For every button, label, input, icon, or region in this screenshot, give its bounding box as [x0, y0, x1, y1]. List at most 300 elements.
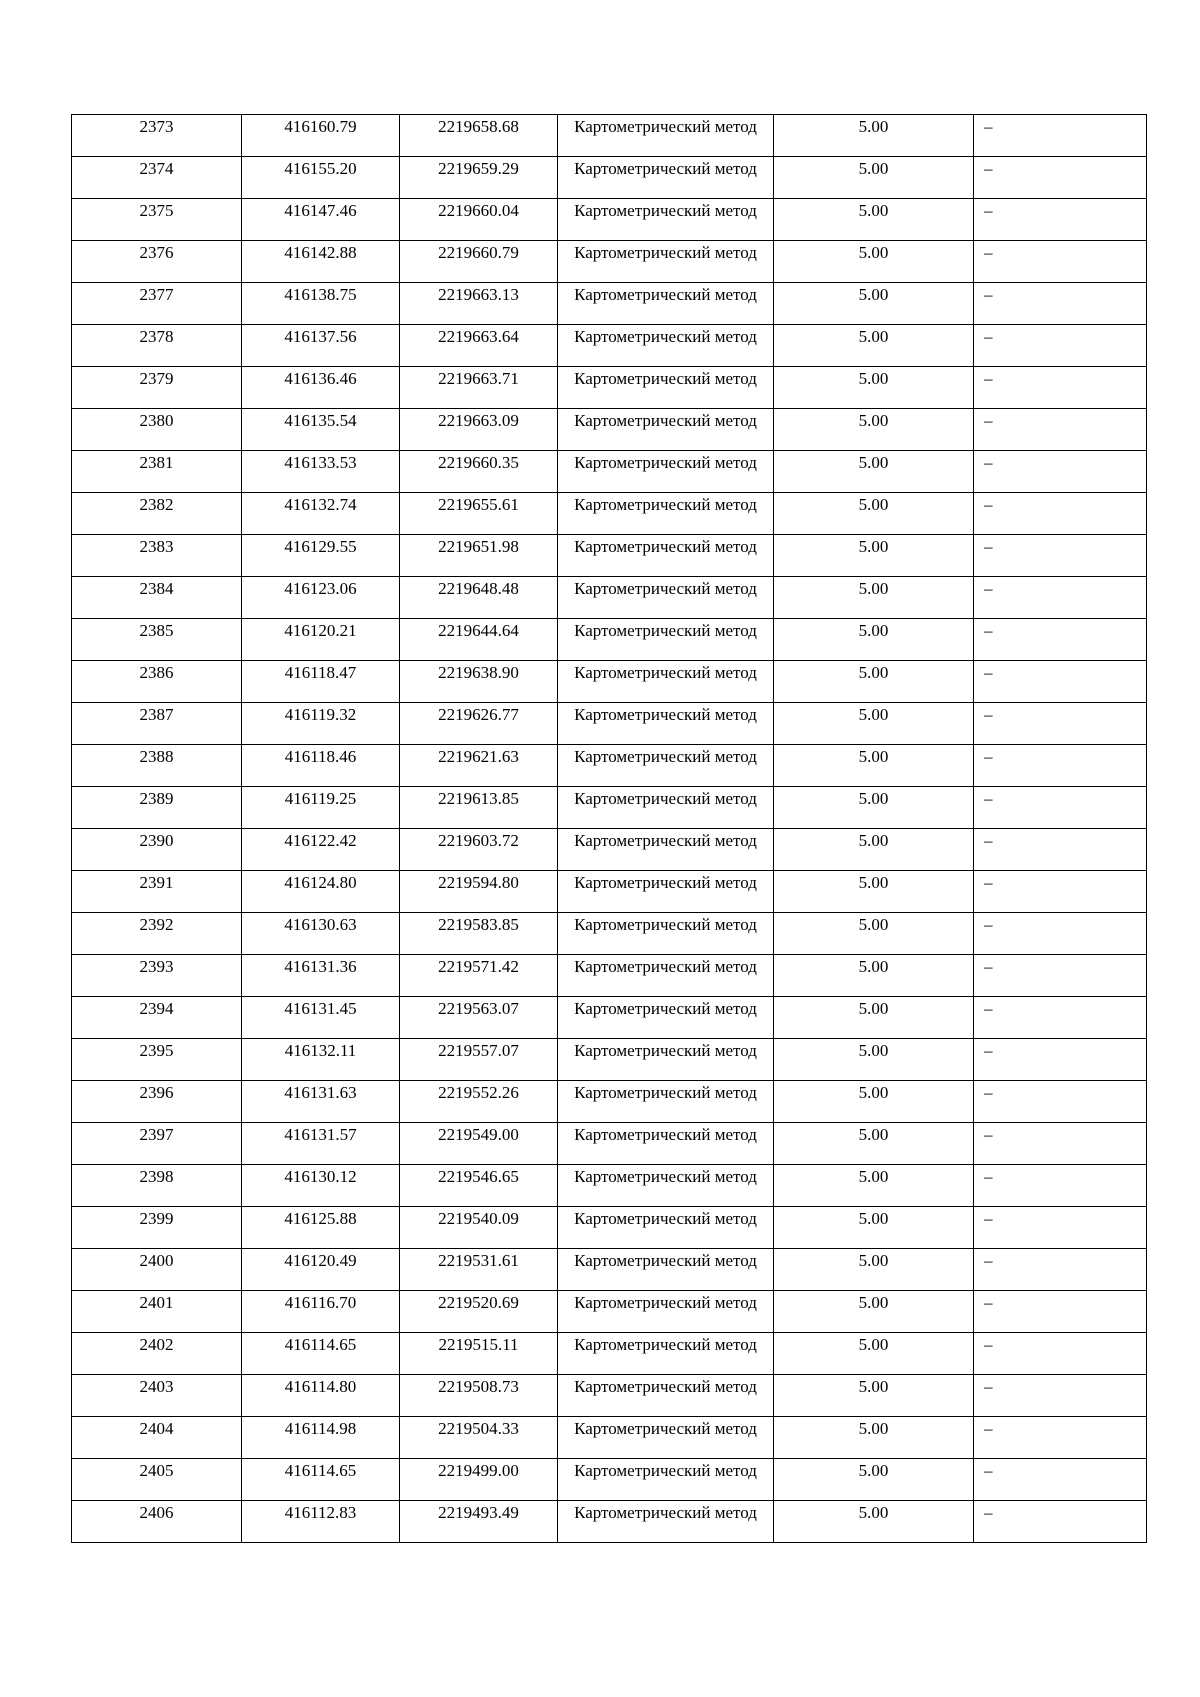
- precision-cell: [774, 745, 974, 787]
- cell-text: 416130.12: [284, 1167, 357, 1186]
- cell-text: 2378: [139, 327, 174, 346]
- cell-text: 5.00: [858, 663, 889, 682]
- cell-text: 416114.98: [284, 1419, 357, 1438]
- method-cell: [558, 703, 774, 745]
- coordinates-table: [71, 114, 1147, 1543]
- cell-text: –: [984, 201, 993, 220]
- note-cell: [974, 409, 1147, 451]
- method-cell: [558, 451, 774, 493]
- cell-text: 2219546.65: [438, 1167, 519, 1186]
- cell-text: Картометрический метод: [574, 453, 757, 472]
- cell-text: Картометрический метод: [574, 495, 757, 514]
- table-row: [72, 1123, 1147, 1165]
- note-cell: [974, 955, 1147, 997]
- note-cell: [974, 1459, 1147, 1501]
- cell-text: –: [984, 1335, 993, 1354]
- method-cell: [558, 283, 774, 325]
- cell-text: 416114.80: [284, 1377, 357, 1396]
- cell-text: 5.00: [858, 1251, 889, 1270]
- point-number-cell: [72, 493, 242, 535]
- x-coordinate-cell: [242, 997, 400, 1039]
- point-number-cell: [72, 745, 242, 787]
- cell-text: 5.00: [858, 159, 889, 178]
- cell-text: 5.00: [858, 285, 889, 304]
- cell-text: 416131.57: [284, 1125, 357, 1144]
- precision-cell: [774, 1501, 974, 1543]
- cell-text: 2219660.79: [438, 243, 519, 262]
- cell-text: –: [984, 243, 993, 262]
- table-row: [72, 619, 1147, 661]
- cell-text: 2401: [139, 1293, 174, 1312]
- precision-cell: [774, 661, 974, 703]
- precision-cell: [774, 1039, 974, 1081]
- method-cell: [558, 619, 774, 661]
- cell-text: 2219531.61: [438, 1251, 519, 1270]
- cell-text: 416137.56: [284, 327, 357, 346]
- point-number-cell: [72, 451, 242, 493]
- cell-text: 2219499.00: [438, 1461, 519, 1480]
- cell-text: 2382: [139, 495, 174, 514]
- cell-text: 416155.20: [284, 159, 357, 178]
- method-cell: [558, 325, 774, 367]
- method-cell: [558, 241, 774, 283]
- precision-cell: [774, 1165, 974, 1207]
- point-number-cell: [72, 157, 242, 199]
- point-number-cell: [72, 661, 242, 703]
- cell-text: 2219651.98: [438, 537, 519, 556]
- cell-text: 2376: [139, 243, 174, 262]
- x-coordinate-cell: [242, 241, 400, 283]
- cell-text: 2219493.49: [438, 1503, 519, 1522]
- cell-text: 2374: [139, 159, 174, 178]
- cell-text: 2219540.09: [438, 1209, 519, 1228]
- x-coordinate-cell: [242, 577, 400, 619]
- cell-text: 2219644.64: [438, 621, 519, 640]
- method-cell: [558, 1291, 774, 1333]
- table-row: [72, 1039, 1147, 1081]
- y-coordinate-cell: [400, 661, 558, 703]
- cell-text: 2393: [139, 957, 174, 976]
- point-number-cell: [72, 1291, 242, 1333]
- method-cell: [558, 157, 774, 199]
- cell-text: 5.00: [858, 327, 889, 346]
- point-number-cell: [72, 1375, 242, 1417]
- point-number-cell: [72, 1165, 242, 1207]
- x-coordinate-cell: [242, 1039, 400, 1081]
- note-cell: [974, 1249, 1147, 1291]
- cell-text: Картометрический метод: [574, 1335, 757, 1354]
- y-coordinate-cell: [400, 955, 558, 997]
- table-row: [72, 1417, 1147, 1459]
- cell-text: 5.00: [858, 243, 889, 262]
- table-row: [72, 745, 1147, 787]
- y-coordinate-cell: [400, 871, 558, 913]
- cell-text: 2379: [139, 369, 174, 388]
- precision-cell: [774, 1249, 974, 1291]
- point-number-cell: [72, 703, 242, 745]
- method-cell: [558, 1039, 774, 1081]
- cell-text: 416130.63: [284, 915, 357, 934]
- point-number-cell: [72, 1333, 242, 1375]
- method-cell: [558, 1123, 774, 1165]
- method-cell: [558, 1375, 774, 1417]
- cell-text: Картометрический метод: [574, 1377, 757, 1396]
- point-number-cell: [72, 115, 242, 157]
- precision-cell: [774, 115, 974, 157]
- cell-text: Картометрический метод: [574, 831, 757, 850]
- precision-cell: [774, 1081, 974, 1123]
- y-coordinate-cell: [400, 829, 558, 871]
- cell-text: 2400: [139, 1251, 174, 1270]
- cell-text: 416119.25: [284, 789, 357, 808]
- note-cell: [974, 829, 1147, 871]
- x-coordinate-cell: [242, 703, 400, 745]
- cell-text: Картометрический метод: [574, 537, 757, 556]
- point-number-cell: [72, 241, 242, 283]
- x-coordinate-cell: [242, 1165, 400, 1207]
- note-cell: [974, 1501, 1147, 1543]
- point-number-cell: [72, 1039, 242, 1081]
- cell-text: Картометрический метод: [574, 1419, 757, 1438]
- note-cell: [974, 703, 1147, 745]
- precision-cell: [774, 367, 974, 409]
- cell-text: –: [984, 117, 993, 136]
- precision-cell: [774, 241, 974, 283]
- cell-text: Картометрический метод: [574, 915, 757, 934]
- x-coordinate-cell: [242, 619, 400, 661]
- note-cell: [974, 661, 1147, 703]
- cell-text: 416124.80: [284, 873, 357, 892]
- cell-text: 416118.47: [284, 663, 357, 682]
- cell-text: Картометрический метод: [574, 327, 757, 346]
- note-cell: [974, 157, 1147, 199]
- note-cell: [974, 1333, 1147, 1375]
- precision-cell: [774, 913, 974, 955]
- cell-text: 2219571.42: [438, 957, 519, 976]
- cell-text: Картометрический метод: [574, 411, 757, 430]
- cell-text: 2390: [139, 831, 174, 850]
- cell-text: 5.00: [858, 117, 889, 136]
- cell-text: 2219549.00: [438, 1125, 519, 1144]
- table-row: [72, 1249, 1147, 1291]
- cell-text: 416114.65: [284, 1335, 357, 1354]
- cell-text: Картометрический метод: [574, 789, 757, 808]
- x-coordinate-cell: [242, 409, 400, 451]
- cell-text: 2219504.33: [438, 1419, 519, 1438]
- cell-text: 416135.54: [284, 411, 357, 430]
- cell-text: 2399: [139, 1209, 174, 1228]
- precision-cell: [774, 157, 974, 199]
- cell-text: –: [984, 705, 993, 724]
- point-number-cell: [72, 367, 242, 409]
- table-row: [72, 409, 1147, 451]
- y-coordinate-cell: [400, 409, 558, 451]
- cell-text: 2386: [139, 663, 174, 682]
- table-row: [72, 577, 1147, 619]
- y-coordinate-cell: [400, 577, 558, 619]
- cell-text: –: [984, 285, 993, 304]
- cell-text: Картометрический метод: [574, 1083, 757, 1102]
- table-row: [72, 829, 1147, 871]
- cell-text: 5.00: [858, 957, 889, 976]
- cell-text: 416132.74: [284, 495, 357, 514]
- cell-text: 2219648.48: [438, 579, 519, 598]
- cell-text: –: [984, 1167, 993, 1186]
- cell-text: Картометрический метод: [574, 369, 757, 388]
- y-coordinate-cell: [400, 535, 558, 577]
- y-coordinate-cell: [400, 1123, 558, 1165]
- x-coordinate-cell: [242, 283, 400, 325]
- precision-cell: [774, 871, 974, 913]
- x-coordinate-cell: [242, 199, 400, 241]
- precision-cell: [774, 1417, 974, 1459]
- cell-text: 2396: [139, 1083, 174, 1102]
- cell-text: 2385: [139, 621, 174, 640]
- cell-text: –: [984, 1419, 993, 1438]
- x-coordinate-cell: [242, 787, 400, 829]
- y-coordinate-cell: [400, 745, 558, 787]
- cell-text: Картометрический метод: [574, 117, 757, 136]
- y-coordinate-cell: [400, 787, 558, 829]
- cell-text: –: [984, 579, 993, 598]
- cell-text: 2406: [139, 1503, 174, 1522]
- cell-text: –: [984, 663, 993, 682]
- cell-text: 416120.49: [284, 1251, 357, 1270]
- cell-text: –: [984, 831, 993, 850]
- table-row: [72, 703, 1147, 745]
- y-coordinate-cell: [400, 1165, 558, 1207]
- cell-text: Картометрический метод: [574, 999, 757, 1018]
- note-cell: [974, 871, 1147, 913]
- cell-text: –: [984, 537, 993, 556]
- cell-text: 5.00: [858, 1461, 889, 1480]
- cell-text: 416131.45: [284, 999, 357, 1018]
- point-number-cell: [72, 1249, 242, 1291]
- cell-text: 2398: [139, 1167, 174, 1186]
- cell-text: 2377: [139, 285, 174, 304]
- cell-text: 5.00: [858, 831, 889, 850]
- cell-text: Картометрический метод: [574, 747, 757, 766]
- note-cell: [974, 451, 1147, 493]
- cell-text: 5.00: [858, 1335, 889, 1354]
- cell-text: 2219663.64: [438, 327, 519, 346]
- x-coordinate-cell: [242, 535, 400, 577]
- x-coordinate-cell: [242, 1459, 400, 1501]
- y-coordinate-cell: [400, 115, 558, 157]
- cell-text: –: [984, 1125, 993, 1144]
- cell-text: 2392: [139, 915, 174, 934]
- cell-text: Картометрический метод: [574, 873, 757, 892]
- y-coordinate-cell: [400, 1291, 558, 1333]
- method-cell: [558, 1417, 774, 1459]
- note-cell: [974, 115, 1147, 157]
- cell-text: 2219626.77: [438, 705, 519, 724]
- cell-text: 5.00: [858, 1209, 889, 1228]
- point-number-cell: [72, 913, 242, 955]
- table-row: [72, 871, 1147, 913]
- precision-cell: [774, 955, 974, 997]
- cell-text: 2219557.07: [438, 1041, 519, 1060]
- method-cell: [558, 829, 774, 871]
- y-coordinate-cell: [400, 1459, 558, 1501]
- x-coordinate-cell: [242, 157, 400, 199]
- y-coordinate-cell: [400, 703, 558, 745]
- precision-cell: [774, 325, 974, 367]
- cell-text: 5.00: [858, 1125, 889, 1144]
- cell-text: –: [984, 327, 993, 346]
- cell-text: –: [984, 369, 993, 388]
- note-cell: [974, 283, 1147, 325]
- y-coordinate-cell: [400, 1081, 558, 1123]
- note-cell: [974, 325, 1147, 367]
- method-cell: [558, 1333, 774, 1375]
- note-cell: [974, 745, 1147, 787]
- cell-text: 5.00: [858, 1503, 889, 1522]
- point-number-cell: [72, 829, 242, 871]
- cell-text: 416142.88: [284, 243, 357, 262]
- cell-text: 2219563.07: [438, 999, 519, 1018]
- method-cell: [558, 1165, 774, 1207]
- method-cell: [558, 955, 774, 997]
- table-row: [72, 913, 1147, 955]
- cell-text: 5.00: [858, 579, 889, 598]
- cell-text: –: [984, 789, 993, 808]
- precision-cell: [774, 535, 974, 577]
- cell-text: 416132.11: [284, 1041, 357, 1060]
- cell-text: 2380: [139, 411, 174, 430]
- cell-text: –: [984, 915, 993, 934]
- cell-text: –: [984, 957, 993, 976]
- cell-text: –: [984, 1083, 993, 1102]
- point-number-cell: [72, 577, 242, 619]
- point-number-cell: [72, 199, 242, 241]
- x-coordinate-cell: [242, 745, 400, 787]
- cell-text: 2219655.61: [438, 495, 519, 514]
- table-row: [72, 1333, 1147, 1375]
- note-cell: [974, 199, 1147, 241]
- method-cell: [558, 199, 774, 241]
- precision-cell: [774, 1375, 974, 1417]
- cell-text: Картометрический метод: [574, 1167, 757, 1186]
- cell-text: 5.00: [858, 747, 889, 766]
- table-row: [72, 955, 1147, 997]
- table-body: [72, 115, 1147, 1543]
- point-number-cell: [72, 1123, 242, 1165]
- y-coordinate-cell: [400, 997, 558, 1039]
- cell-text: –: [984, 495, 993, 514]
- method-cell: [558, 1501, 774, 1543]
- cell-text: 2219603.72: [438, 831, 519, 850]
- precision-cell: [774, 493, 974, 535]
- x-coordinate-cell: [242, 451, 400, 493]
- table-row: [72, 661, 1147, 703]
- y-coordinate-cell: [400, 283, 558, 325]
- cell-text: Картометрический метод: [574, 1209, 757, 1228]
- cell-text: –: [984, 1293, 993, 1312]
- cell-text: –: [984, 453, 993, 472]
- cell-text: 416138.75: [284, 285, 357, 304]
- method-cell: [558, 1459, 774, 1501]
- note-cell: [974, 535, 1147, 577]
- cell-text: 5.00: [858, 495, 889, 514]
- x-coordinate-cell: [242, 829, 400, 871]
- cell-text: 5.00: [858, 915, 889, 934]
- cell-text: Картометрический метод: [574, 1293, 757, 1312]
- note-cell: [974, 1417, 1147, 1459]
- note-cell: [974, 577, 1147, 619]
- method-cell: [558, 871, 774, 913]
- precision-cell: [774, 1291, 974, 1333]
- cell-text: 5.00: [858, 453, 889, 472]
- method-cell: [558, 913, 774, 955]
- y-coordinate-cell: [400, 451, 558, 493]
- table-row: [72, 997, 1147, 1039]
- table-row: [72, 199, 1147, 241]
- cell-text: 2219583.85: [438, 915, 519, 934]
- cell-text: 2405: [139, 1461, 174, 1480]
- table-row: [72, 787, 1147, 829]
- cell-text: 2397: [139, 1125, 174, 1144]
- precision-cell: [774, 1207, 974, 1249]
- cell-text: 5.00: [858, 621, 889, 640]
- y-coordinate-cell: [400, 1417, 558, 1459]
- cell-text: 2219621.63: [438, 747, 519, 766]
- table-row: [72, 1207, 1147, 1249]
- cell-text: 416120.21: [284, 621, 357, 640]
- table-row: [72, 1375, 1147, 1417]
- point-number-cell: [72, 955, 242, 997]
- note-cell: [974, 241, 1147, 283]
- cell-text: –: [984, 999, 993, 1018]
- cell-text: 2219663.09: [438, 411, 519, 430]
- cell-text: 5.00: [858, 999, 889, 1018]
- precision-cell: [774, 997, 974, 1039]
- cell-text: 2373: [139, 117, 174, 136]
- point-number-cell: [72, 325, 242, 367]
- x-coordinate-cell: [242, 1291, 400, 1333]
- y-coordinate-cell: [400, 1501, 558, 1543]
- y-coordinate-cell: [400, 913, 558, 955]
- x-coordinate-cell: [242, 913, 400, 955]
- cell-text: 416131.36: [284, 957, 357, 976]
- x-coordinate-cell: [242, 1417, 400, 1459]
- cell-text: –: [984, 621, 993, 640]
- cell-text: 416119.32: [284, 705, 357, 724]
- cell-text: 2383: [139, 537, 174, 556]
- cell-text: 2381: [139, 453, 174, 472]
- precision-cell: [774, 619, 974, 661]
- cell-text: –: [984, 411, 993, 430]
- point-number-cell: [72, 1207, 242, 1249]
- cell-text: 5.00: [858, 1377, 889, 1396]
- method-cell: [558, 745, 774, 787]
- cell-text: 2219660.35: [438, 453, 519, 472]
- x-coordinate-cell: [242, 1333, 400, 1375]
- cell-text: Картометрический метод: [574, 285, 757, 304]
- x-coordinate-cell: [242, 955, 400, 997]
- cell-text: 2219663.13: [438, 285, 519, 304]
- cell-text: 2219613.85: [438, 789, 519, 808]
- y-coordinate-cell: [400, 493, 558, 535]
- cell-text: 5.00: [858, 1041, 889, 1060]
- method-cell: [558, 367, 774, 409]
- cell-text: 416122.42: [284, 831, 357, 850]
- table-row: [72, 1165, 1147, 1207]
- note-cell: [974, 493, 1147, 535]
- cell-text: 416112.83: [284, 1503, 357, 1522]
- table-row: [72, 283, 1147, 325]
- method-cell: [558, 115, 774, 157]
